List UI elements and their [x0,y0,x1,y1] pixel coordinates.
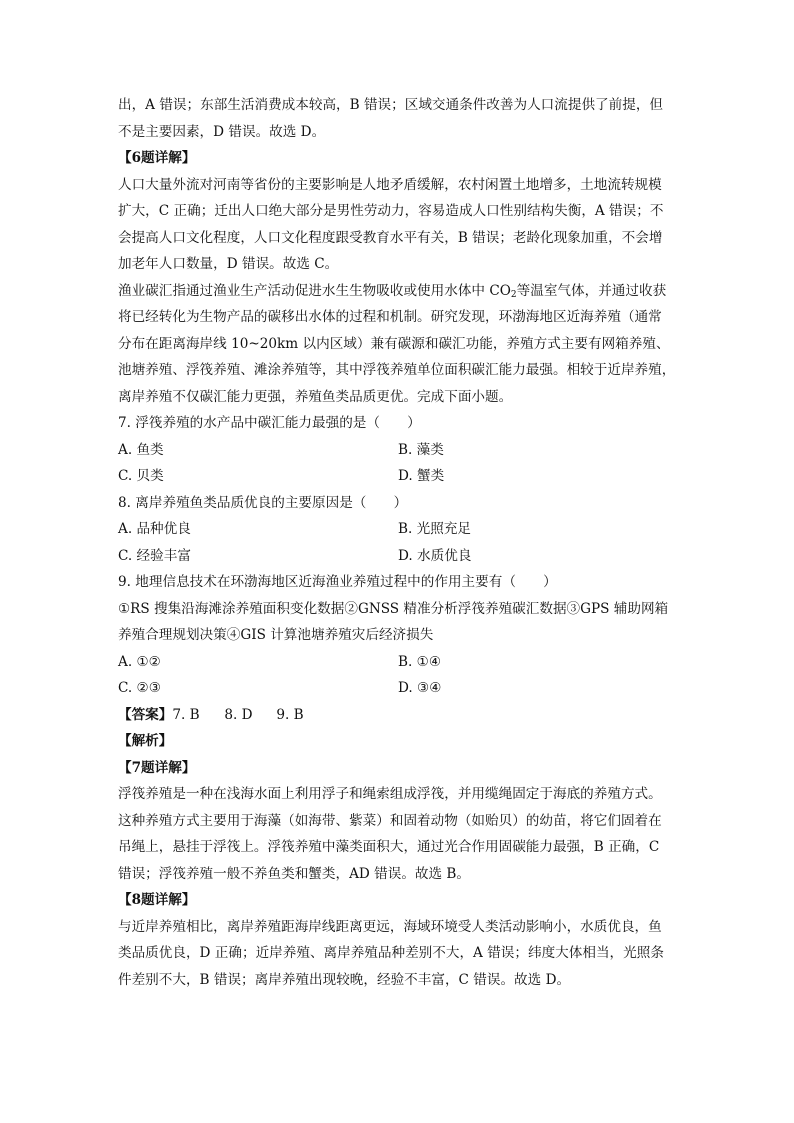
option-row [118,675,678,702]
text-line: 类品质优良，D 正确；近岸养殖、离岸养殖品种差别不大，A 错误；纬度大体相当，光照条 [118,945,664,961]
text-line: 人口大量外流对河南等省份的主要影响是人地矛盾缓解，农村闲置土地增多，土地流转规模 [118,176,662,193]
option-d: D. 蟹类 [398,468,445,484]
option-a: A. 品种优良 [118,521,191,537]
option-b: B. ①④ [398,653,442,670]
q6-detail [118,145,678,278]
prev-explanation [118,92,678,145]
text-line: 不是主要因素，D 错误。故选 D。 [118,123,326,140]
option-a: A. ①② [118,653,161,670]
question-7 [118,410,678,490]
answer-label: 【答案】 [118,706,173,723]
text-line: 错误；浮筏养殖一般不养鱼类和蟹类，AD 错误。故选 B。 [118,865,471,882]
section-header: 【6题详解】 [118,150,196,166]
option-row [118,516,678,543]
text-line: 池塘养殖、浮筏养殖、滩涂养殖等，其中浮筏养殖单位面积碳汇能力最强。相较于近岸养殖， [118,362,676,378]
document-body [118,92,678,993]
passage [118,278,678,411]
option-b: B. 光照充足 [398,521,472,537]
option-c: C. ②③ [118,680,161,696]
statement-line: ①RS 搜集沿海滩涂养殖面积变化数据②GNSS 精准分析浮筏养殖碳汇数据③GPS 辅助网箱 [118,600,669,617]
question-stem: 7. 浮筏养殖的水产品中碳汇能力最强的是（ ） [118,415,421,431]
text-line: 扩大，C 正确；迁出人口绝大部分是男性劳动力，容易造成人口性别结构失衡，A 错误；不 [118,203,664,219]
text-line: 这种养殖方式主要用于海藻（如海带、紫菜）和固着动物（如贻贝）的幼苗，将它们固着在 [118,812,662,829]
answer-item: 7. B [172,706,200,723]
q7-detail [118,755,678,888]
question-8 [118,490,678,570]
text-line: 将已经转化为生物产品的碳移出水体的过程和机制。研究发现，环渤海地区近海养殖（通常 [118,309,662,325]
option-d: D. 水质优良 [398,547,472,564]
section-header: 【8题详解】 [118,892,196,908]
text-line: 与近岸养殖相比，离岸养殖距海岸线距离更远，海域环境受人类活动影响小，水质优良，鱼 [118,918,662,935]
option-row [118,649,678,676]
option-row [118,437,678,464]
text-line: 离岸养殖不仅碳汇能力更强，养殖鱼类品质更优。完成下面小题。 [118,388,513,405]
question-stem: 8. 离岸养殖鱼类品质优良的主要原因是（ ） [118,494,408,511]
text-line: 浮筏养殖是一种在浅海水面上利用浮子和绳索组成浮筏，并用缆绳固定于海底的养殖方式。 [118,786,662,802]
option-c: C. 贝类 [118,468,164,484]
answer-item: 9. B [276,706,304,723]
option-b: B. 藻类 [398,441,444,458]
q8-detail [118,887,678,993]
answer-line [118,702,678,729]
text-line: 会提高人口文化程度，人口文化程度跟受教育水平有关，B 错误；老龄化现象加重，不会增 [118,229,663,246]
statement-line: 养殖合理规划决策④GIS 计算池塘养殖灾后经济损失 [118,627,434,643]
question-stem: 9. 地理信息技术在环渤海地区近海渔业养殖过程中的作用主要有（ ） [118,574,557,590]
option-a: A. 鱼类 [118,441,164,458]
option-c: C. 经验丰富 [118,547,191,564]
answer-item: 8. D [224,706,253,723]
question-9 [118,569,678,702]
subscript: 2 [510,289,517,300]
text-line: 分布在距离海岸线 10~20km 以内区域）兼有碳源和碳汇功能，养殖方式主要有网箱养殖、 [118,335,670,352]
option-row [118,463,678,490]
option-d: D. ③④ [398,680,442,696]
text-fragment: 渔业碳汇指通过渔业生产活动促进水生生物吸收或使用水体中 CO [118,282,511,299]
text-line: 加老年人口数量，D 错误。故选 C。 [118,256,339,272]
analysis-label: 【解析】 [118,733,173,749]
section-header: 【7题详解】 [118,759,196,776]
text-line: 吊绳上，悬挂于浮筏上。浮筏养殖中藻类面积大，通过光合作用固碳能力最强，B 正确，C [118,839,660,855]
text-fragment: 等温室气体，并通过收获 [516,282,667,299]
text-line: 出，A 错误；东部生活消费成本较高，B 错误；区域交通条件改善为人口流提供了前提，但 [118,97,664,113]
text-line: 件差别不大，B 错误；离岸养殖出现较晚，经验不丰富，C 错误。故选 D。 [118,971,571,988]
text-line [118,278,678,305]
option-row [118,543,678,570]
